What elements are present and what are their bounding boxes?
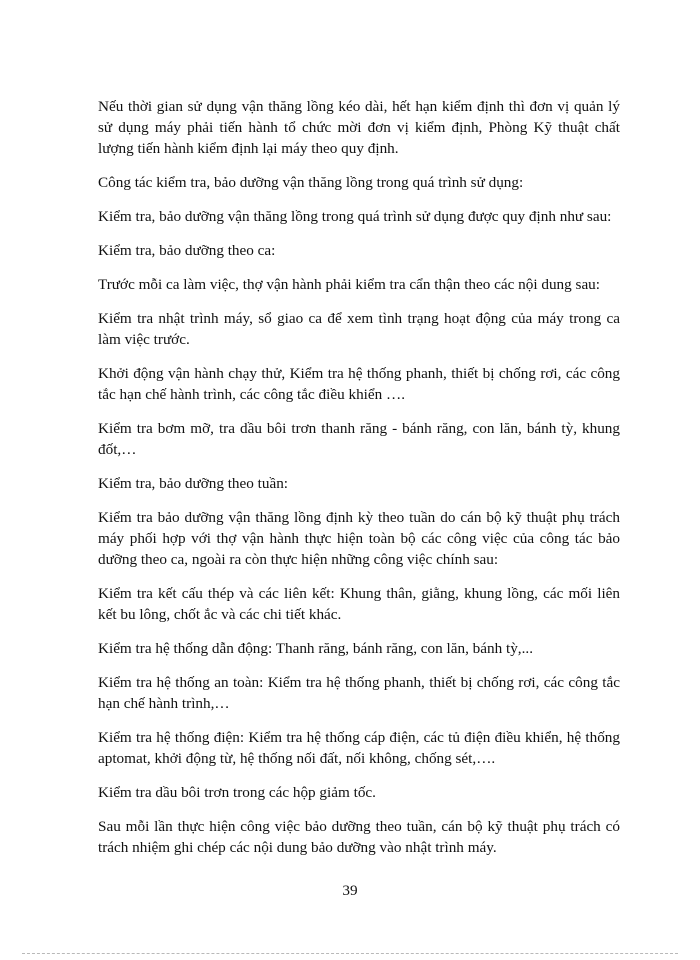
paragraph-per-shift-intro: Trước mỗi ca làm việc, thợ vận hành phải kiểm tra cẩn thận theo các nội dung sau: xyxy=(98,276,600,293)
paragraph-per-shift-heading: Kiểm tra, bảo dưỡng theo ca: xyxy=(98,242,276,259)
page-bottom-divider xyxy=(22,953,678,954)
paragraph-steel-structure: Kiểm tra kết cấu thép và các liên kết: Khung thân, giằng, khung lồng, các mối liên kết bu lông, chốt ắc và các chi tiết khác. xyxy=(98,585,620,623)
paragraph-test-run: Khởi động vận hành chạy thử, Kiểm tra hệ thống phanh, thiết bị chống rơi, các công tắc hạn chế hành trình, các công tắc điều khiển …. xyxy=(98,365,620,403)
paragraph-record-logbook: Sau mỗi lần thực hiện công việc bảo dưỡng theo tuần, cán bộ kỹ thuật phụ trách có trách nhiệm ghi chép các nội dung bảo dưỡng vào nhật trình máy. xyxy=(98,818,620,856)
paragraph-gearbox-oil: Kiểm tra dầu bôi trơn trong các hộp giảm tốc. xyxy=(98,784,376,801)
paragraph-lubrication: Kiểm tra bơm mỡ, tra dầu bôi trơn thanh răng - bánh răng, con lăn, bánh tỳ, khung đốt,… xyxy=(98,420,620,458)
paragraph-inspection-expiry: Nếu thời gian sử dụng vận thăng lồng kéo dài, hết hạn kiểm định thì đơn vị quản lý sử dụng máy phải tiến hành tổ chức mời đơn vị kiểm định, Phòng Kỹ thuật chất lượng tiến hành kiểm định lại máy theo quy định. xyxy=(98,98,620,157)
paragraph-safety-system: Kiểm tra hệ thống an toàn: Kiểm tra hệ thống phanh, thiết bị chống rơi, các công tắc hạn chế hành trình,… xyxy=(98,674,620,712)
page-body xyxy=(98,96,620,871)
paragraph-maintenance-heading: Công tác kiểm tra, bảo dưỡng vận thăng lồng trong quá trình sử dụng: xyxy=(98,174,524,191)
paragraph-weekly-heading: Kiểm tra, bảo dưỡng theo tuần: xyxy=(98,475,289,492)
paragraph-check-logbook: Kiểm tra nhật trình máy, sổ giao ca để xem tình trạng hoạt động của máy trong ca làm việc trước. xyxy=(98,310,620,348)
page-number: 39 xyxy=(342,882,358,899)
paragraph-weekly-intro: Kiểm tra bảo dưỡng vận thăng lồng định kỳ theo tuần do cán bộ kỹ thuật phụ trách máy phối hợp với thợ vận hành thực hiện toàn bộ các công việc của công tác bảo dưỡng theo ca, ngoài ra còn thực hiện những công việc chính sau: xyxy=(98,509,620,568)
paragraph-drive-system: Kiểm tra hệ thống dẫn động: Thanh răng, bánh răng, con lăn, bánh tỳ,... xyxy=(98,640,533,657)
paragraph-electrical-system: Kiểm tra hệ thống điện: Kiểm tra hệ thống cáp điện, các tủ điện điều khiển, hệ thống aptomat, khởi động từ, hệ thống nối đất, nối không, chống sét,…. xyxy=(98,729,620,767)
paragraph-maintenance-intro: Kiểm tra, bảo dưỡng vận thăng lồng trong quá trình sử dụng được quy định như sau: xyxy=(98,208,612,225)
